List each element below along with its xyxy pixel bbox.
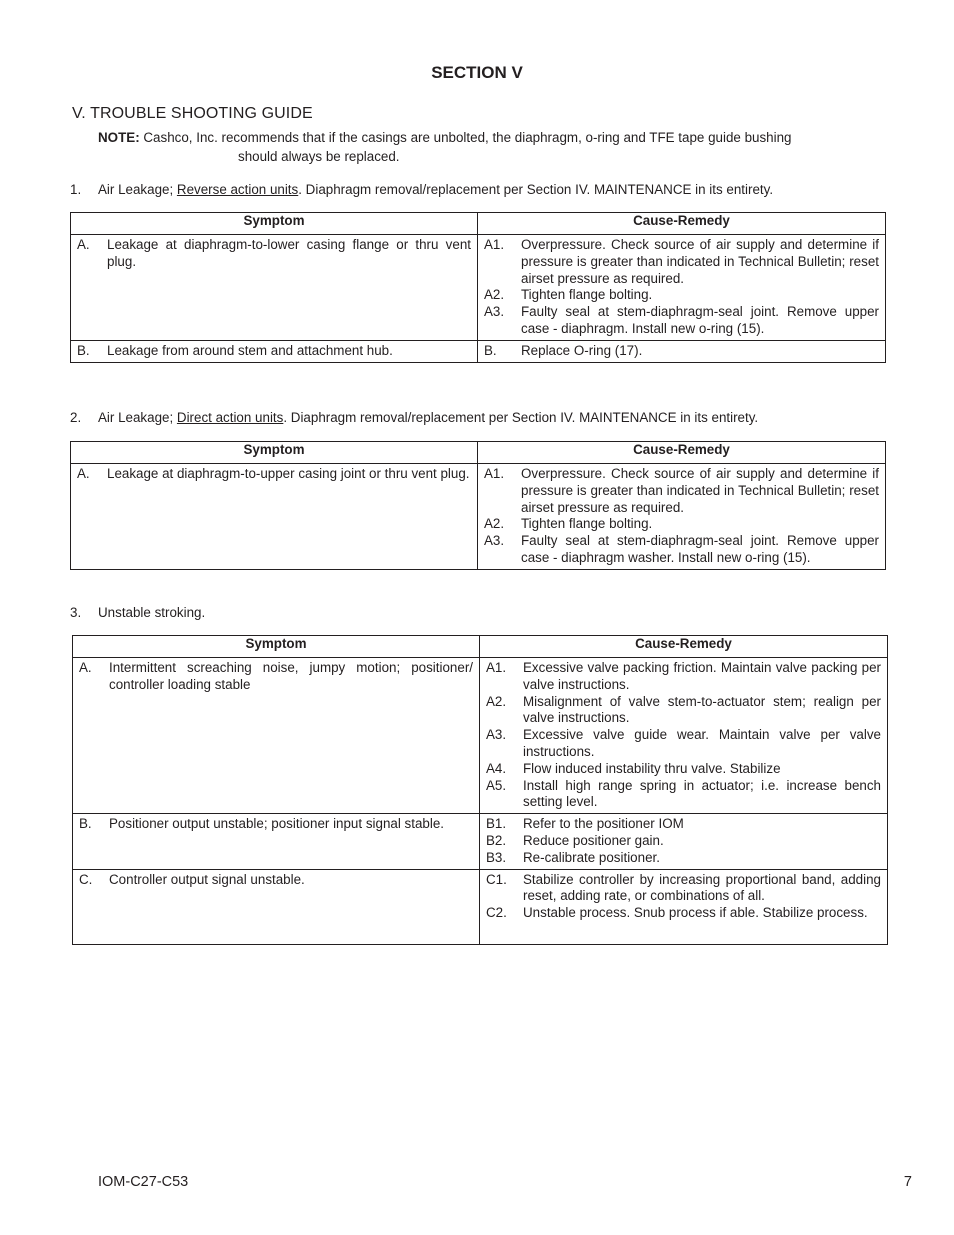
document-id: IOM-C27-C53 (98, 1174, 189, 1190)
remedy-label: A2. (484, 516, 505, 532)
remedy-label: A5. (486, 777, 507, 793)
guide-title: V. TROUBLE SHOOTING GUIDE (72, 105, 313, 122)
remedy-label: A1. (486, 660, 507, 675)
cause-remedy-header: Cause-Remedy (478, 213, 886, 235)
remedy-text: Excessive valve guide wear. Maintain valve per valve instructions. (523, 727, 881, 759)
symptom-text: Leakage at diaphragm-to-lower casing flange or thru vent plug. (107, 237, 471, 269)
table-row (73, 658, 888, 814)
remedy-text: Install high range spring in actuator; i.e. increase bench setting level. (523, 777, 881, 810)
remedy-text: Stabilize controller by increasing proportional band, adding reset, adding rate, or combinations of all. (523, 871, 881, 904)
item-number: 3. (70, 605, 82, 620)
item-prefix: Air Leakage; (98, 182, 177, 197)
remedy-label: C2. (486, 905, 507, 921)
remedy-text: Tighten flange bolting. (521, 516, 653, 532)
remedy-label: A3. (484, 533, 505, 549)
remedy-text: Replace O-ring (17). (521, 342, 643, 358)
symptom-label: A. (79, 660, 92, 675)
cause-remedy-header: Cause-Remedy (478, 442, 886, 464)
item-number: 1. (70, 182, 82, 197)
table-row (71, 235, 886, 341)
remedy-label: C1. (486, 871, 507, 887)
symptom-header: Symptom (71, 442, 478, 464)
remedy-label: A2. (486, 693, 507, 709)
note (98, 128, 858, 166)
item-underlined: Direct action units (176, 410, 284, 425)
symptom-header: Symptom (73, 636, 480, 658)
cause-remedy-header: Cause-Remedy (480, 636, 888, 658)
remedy-text: Faulty seal at stem-diaphragm-seal joint. Remove upper case - diaphragm. Install new o-ring (15). (521, 304, 879, 336)
item-underlined: Reverse action units (176, 182, 299, 197)
table-row (73, 869, 888, 944)
remedy-label: A3. (484, 304, 505, 320)
troubleshooting-table-2 (70, 441, 886, 570)
symptom-label: B. (79, 816, 92, 832)
section-title: SECTION V (431, 63, 523, 82)
item-1-heading (70, 182, 773, 197)
item-2-heading (70, 410, 758, 425)
remedy-label: B1. (486, 816, 507, 832)
remedy-text: Flow induced instability thru valve. Stabilize (523, 760, 781, 776)
item-suffix: . Diaphragm removal/replacement per Section IV. MAINTENANCE in its entirety. (283, 410, 759, 425)
symptom-text: Leakage at diaphragm-to-upper casing joint or thru vent plug. (107, 466, 470, 481)
symptom-text: Leakage from around stem and attachment hub. (107, 342, 393, 358)
remedy-text: Re-calibrate positioner. (523, 849, 660, 865)
remedy-text: Tighten flange bolting. (521, 287, 653, 303)
symptom-label: C. (79, 871, 93, 887)
remedy-text: Unstable process. Snub process if able. Stabilize process. (523, 905, 868, 921)
item-number: 2. (70, 410, 82, 425)
remedy-label: A1. (484, 237, 505, 252)
remedy-label: A2. (484, 287, 505, 303)
table-row (71, 464, 886, 570)
remedy-label: A4. (486, 760, 507, 776)
item-prefix: Unstable stroking. (98, 605, 206, 620)
note-line-2: should always be replaced. (238, 149, 400, 164)
note-label: NOTE: (98, 130, 140, 145)
symptom-header: Symptom (71, 213, 478, 235)
troubleshooting-table-1 (70, 212, 886, 363)
symptom-label: B. (77, 342, 90, 358)
symptom-text: Positioner output unstable; positioner input signal stable. (109, 816, 444, 832)
troubleshooting-table-3 (72, 635, 888, 945)
symptom-text: Controller output signal unstable. (109, 871, 305, 887)
table-row (71, 340, 886, 362)
remedy-text: Excessive valve packing friction. Maintain valve packing per valve instructions. (523, 660, 881, 692)
table-row (73, 814, 888, 869)
remedy-label: B. (484, 342, 497, 358)
remedy-label: A1. (484, 466, 505, 481)
item-suffix: . Diaphragm removal/replacement per Section IV. MAINTENANCE in its entirety. (298, 182, 774, 197)
remedy-label: B2. (486, 832, 507, 848)
note-line-1: Cashco, Inc. recommends that if the casings are unbolted, the diaphragm, o-ring and TFE tape guide bushing (139, 130, 792, 145)
remedy-text: Overpressure. Check source of air supply and determine if pressure is greater than indicated in Technical Bulletin; reset airset pressure as required. (521, 237, 879, 286)
remedy-label: A3. (486, 727, 507, 743)
remedy-text: Misalignment of valve stem-to-actuator stem; realign per valve instructions. (523, 693, 881, 726)
item-prefix: Air Leakage; (98, 410, 177, 425)
symptom-label: A. (77, 237, 90, 252)
symptom-text: Intermittent screaching noise, jumpy motion; positioner/ controller loading stable (109, 660, 473, 692)
item-3-heading (70, 605, 205, 620)
remedy-text: Faulty seal at stem-diaphragm-seal joint. Remove upper case - diaphragm washer. Install new o-ring (15). (521, 533, 879, 565)
remedy-label: B3. (486, 849, 507, 865)
page-number: 7 (903, 1174, 912, 1190)
remedy-text: Overpressure. Check source of air supply and determine if pressure is greater than indicated in Technical Bulletin; reset airset pressure as required. (521, 466, 879, 515)
remedy-text: Reduce positioner gain. (523, 832, 664, 848)
remedy-text: Refer to the positioner IOM (523, 816, 684, 832)
symptom-label: A. (77, 466, 90, 481)
